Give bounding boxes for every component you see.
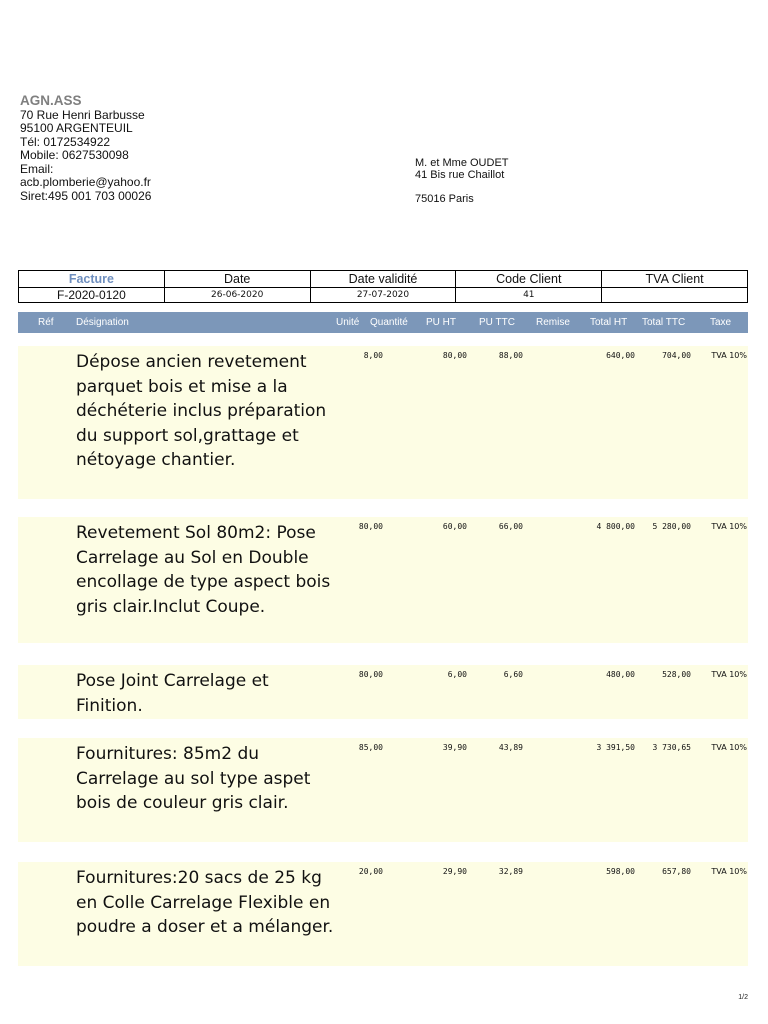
invoice-validity-date: 27-07-2020 <box>310 288 456 303</box>
item-total-ht: 640,00 <box>606 351 635 360</box>
company-email: acb.plomberie@yahoo.fr <box>20 175 151 189</box>
item-quantite: 80,00 <box>358 670 383 679</box>
item-pu-ttc: 43,89 <box>498 743 523 752</box>
company-name: AGN.ASS <box>20 93 82 108</box>
item-total-ttc: 528,00 <box>662 670 691 679</box>
item-total-ht: 598,00 <box>606 867 635 876</box>
header-label-tva-client: TVA Client <box>602 271 748 288</box>
header-label-code-client: Code Client <box>456 271 602 288</box>
item-quantite: 85,00 <box>358 743 383 752</box>
line-item <box>18 738 748 842</box>
col-total-ttc: Total TTC <box>642 317 686 328</box>
item-taxe: TVA 10% <box>711 743 747 752</box>
client-code: 41 <box>456 288 602 303</box>
line-item <box>18 665 748 719</box>
line-item <box>18 862 748 966</box>
item-pu-ttc: 66,00 <box>498 522 523 531</box>
item-total-ttc: 5 280,00 <box>652 522 691 531</box>
line-item <box>18 346 748 499</box>
item-designation: Revetement Sol 80m2: Pose Carrelage au Sol en Double encollage de type aspect bois gris clair.Inclut Coupe. <box>76 523 331 617</box>
item-taxe: TVA 10% <box>711 670 747 679</box>
col-designation: Désignation <box>76 317 129 328</box>
item-total-ttc: 704,00 <box>662 351 691 360</box>
item-total-ttc: 3 730,65 <box>652 743 691 752</box>
header-label-date-validite: Date validité <box>310 271 456 288</box>
col-ref: Réf <box>38 317 54 328</box>
item-pu-ttc: 32,89 <box>498 867 523 876</box>
item-designation: Fournitures:20 sacs de 25 kg en Colle Carrelage Flexible en poudre a doser et a mélanger. <box>76 868 334 937</box>
col-unite: Unité <box>336 317 360 328</box>
item-pu-ht: 60,00 <box>442 522 467 531</box>
item-total-ttc: 657,80 <box>662 867 691 876</box>
page-number: 1/2 <box>738 994 748 1001</box>
item-designation: Dépose ancien revetement parquet bois et mise a la déchéterie inclus préparation du support sol,grattage et nétoyage chantier. <box>76 352 327 470</box>
item-total-ht: 480,00 <box>606 670 635 679</box>
company-mobile: Mobile: 0627530098 <box>20 148 129 162</box>
client-name: M. et Mme OUDET <box>415 157 509 169</box>
company-address: 70 Rue Henri Barbusse <box>20 107 145 122</box>
col-pu-ttc: PU TTC <box>479 317 515 328</box>
client-info <box>415 157 509 205</box>
client-address: 41 Bis rue Chaillot <box>415 169 505 181</box>
item-pu-ht: 39,90 <box>442 743 467 752</box>
item-quantite: 8,00 <box>363 351 383 360</box>
item-pu-ht: 6,00 <box>447 670 467 679</box>
item-taxe: TVA 10% <box>711 522 747 531</box>
client-tva <box>602 288 748 303</box>
col-pu-ht: PU HT <box>426 317 456 328</box>
invoice-header-table <box>18 270 748 303</box>
item-designation: Pose Joint Carrelage et Finition. <box>76 671 269 716</box>
item-quantite: 80,00 <box>358 522 383 531</box>
item-quantite: 20,00 <box>358 867 383 876</box>
item-pu-ht: 80,00 <box>442 351 467 360</box>
item-taxe: TVA 10% <box>711 867 747 876</box>
header-label-facture: Facture <box>19 271 165 288</box>
company-tel: Tél: 0172534922 <box>20 134 111 149</box>
line-item <box>18 517 748 643</box>
col-quantite: Quantité <box>370 317 408 328</box>
invoice-number: F-2020-0120 <box>19 288 165 303</box>
items-column-header <box>18 312 748 333</box>
item-designation: Fournitures: 85m2 du Carrelage au sol type aspet bois de couleur gris clair. <box>76 744 311 813</box>
item-total-ht: 4 800,00 <box>596 522 635 531</box>
item-pu-ttc: 88,00 <box>498 351 523 360</box>
header-label-date: Date <box>164 271 310 288</box>
col-total-ht: Total HT <box>590 317 628 328</box>
company-email-label: Email: <box>20 161 54 176</box>
col-remise: Remise <box>536 317 570 328</box>
company-siret: Siret:495 001 703 00026 <box>20 188 152 203</box>
col-taxe: Taxe <box>710 317 732 328</box>
company-info <box>20 94 151 203</box>
client-city: 75016 Paris <box>415 193 474 205</box>
company-city: 95100 ARGENTEUIL <box>20 121 133 135</box>
item-pu-ht: 29,90 <box>442 867 467 876</box>
invoice-date: 26-06-2020 <box>164 288 310 303</box>
item-pu-ttc: 6,60 <box>503 670 523 679</box>
item-taxe: TVA 10% <box>711 351 747 360</box>
item-total-ht: 3 391,50 <box>596 743 635 752</box>
